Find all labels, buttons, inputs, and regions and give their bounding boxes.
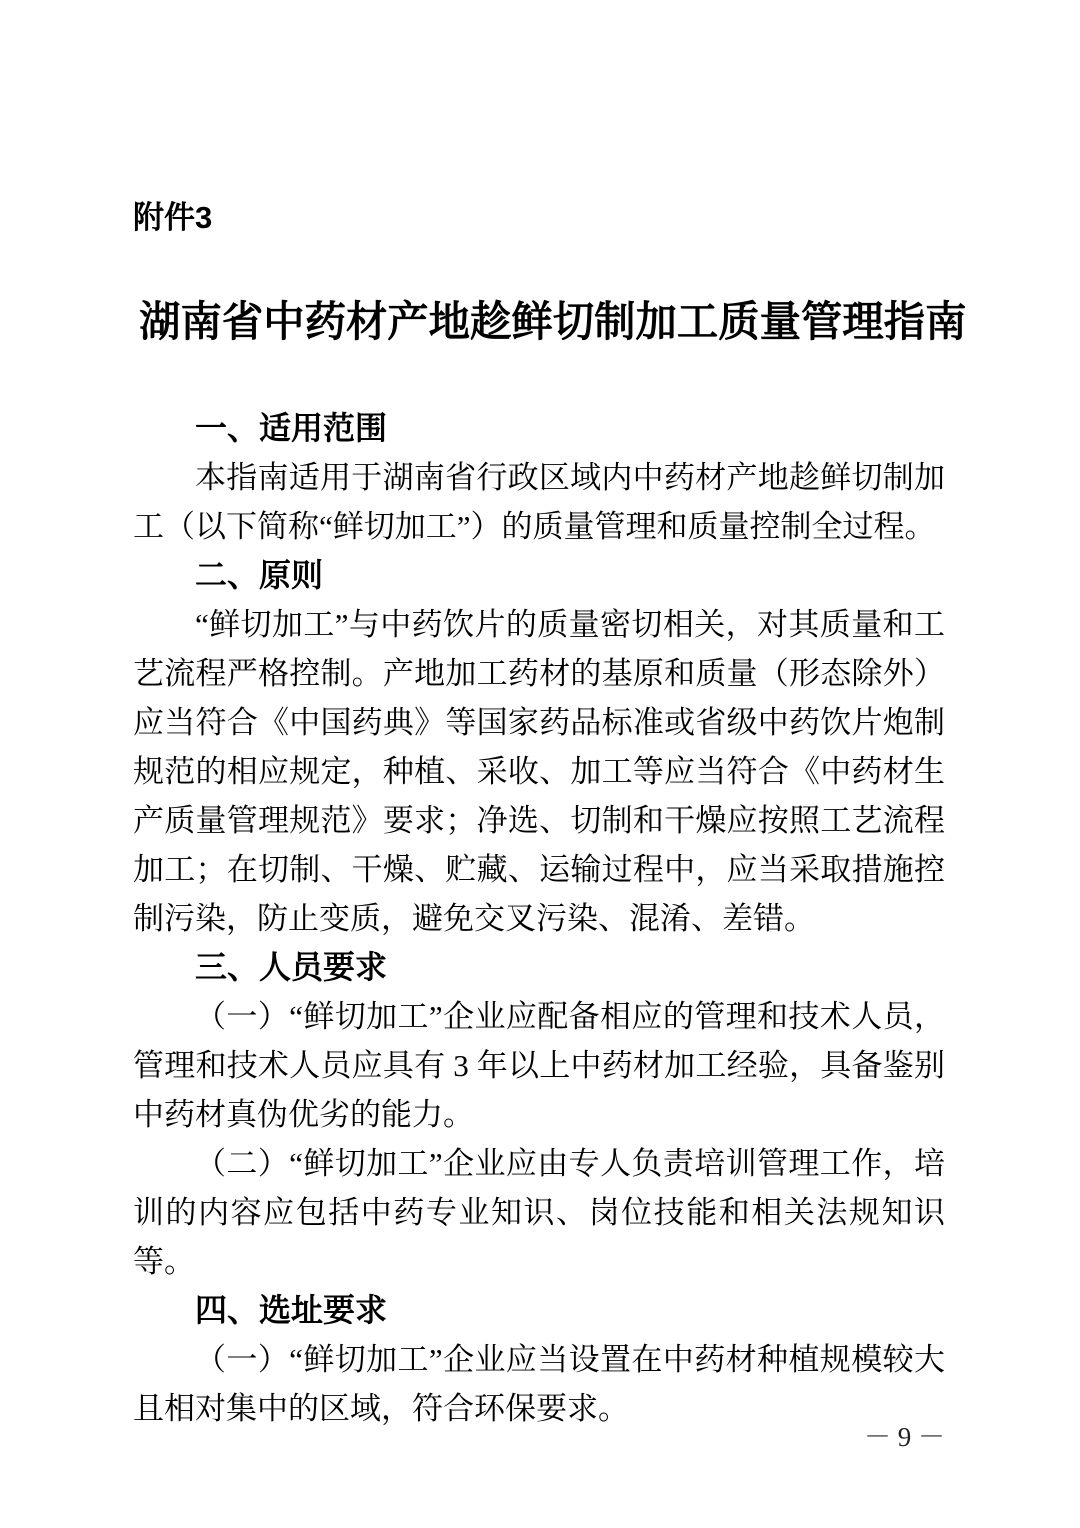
section <box>133 1286 945 1433</box>
section-paragraphs <box>133 992 945 1286</box>
section-heading: 三、人员要求 <box>195 949 388 985</box>
section-paragraphs <box>133 453 945 551</box>
paragraph: “鲜切加工”与中药饮片的质量密切相关，对其质量和工艺流程严格控制。产地加工药材的基原和质量（形态除外）应当符合《中国药典》等国家药品标准或省级中药饮片炮制规范的相应规定，种植、采收、加工等应当符合《中药材生产质量管理规范》要求；净选、切制和干燥应按照工艺流程加工；在切制、干燥、贮藏、运输过程中，应当采取措施控制污染，防止变质，避免交叉污染、混淆、差错。 <box>133 607 945 936</box>
section-heading: 一、适用范围 <box>195 410 388 446</box>
paragraph: （二）“鲜切加工”企业应由专人负责培训管理工作，培训的内容应包括中药专业知识、岗位技能和相关法规知识等。 <box>133 1146 945 1279</box>
section <box>133 551 945 943</box>
section-heading: 二、原则 <box>195 557 324 593</box>
paragraph: （一）“鲜切加工”企业应配备相应的管理和技术人员，管理和技术人员应具有 3 年以上中药材加工经验，具备鉴别中药材真伪优劣的能力。 <box>133 999 945 1132</box>
page-number: － 9 － <box>864 1422 945 1452</box>
section <box>133 404 945 551</box>
document-title: 湖南省中药材产地趁鲜切制加工质量管理指南 <box>139 298 967 345</box>
section-paragraphs <box>133 600 945 943</box>
document-content <box>133 198 967 1433</box>
paragraph: 本指南适用于湖南省行政区域内中药材产地趁鲜切制加工（以下简称“鲜切加工”）的质量管理和质量控制全过程。 <box>133 460 945 544</box>
attachment-label: 附件3 <box>133 200 213 235</box>
section-heading: 四、选址要求 <box>195 1292 388 1328</box>
sections <box>133 404 945 1433</box>
section <box>133 943 945 1286</box>
section-paragraphs <box>133 1335 945 1433</box>
paragraph: （一）“鲜切加工”企业应当设置在中药材种植规模较大且相对集中的区域，符合环保要求。 <box>133 1342 945 1426</box>
